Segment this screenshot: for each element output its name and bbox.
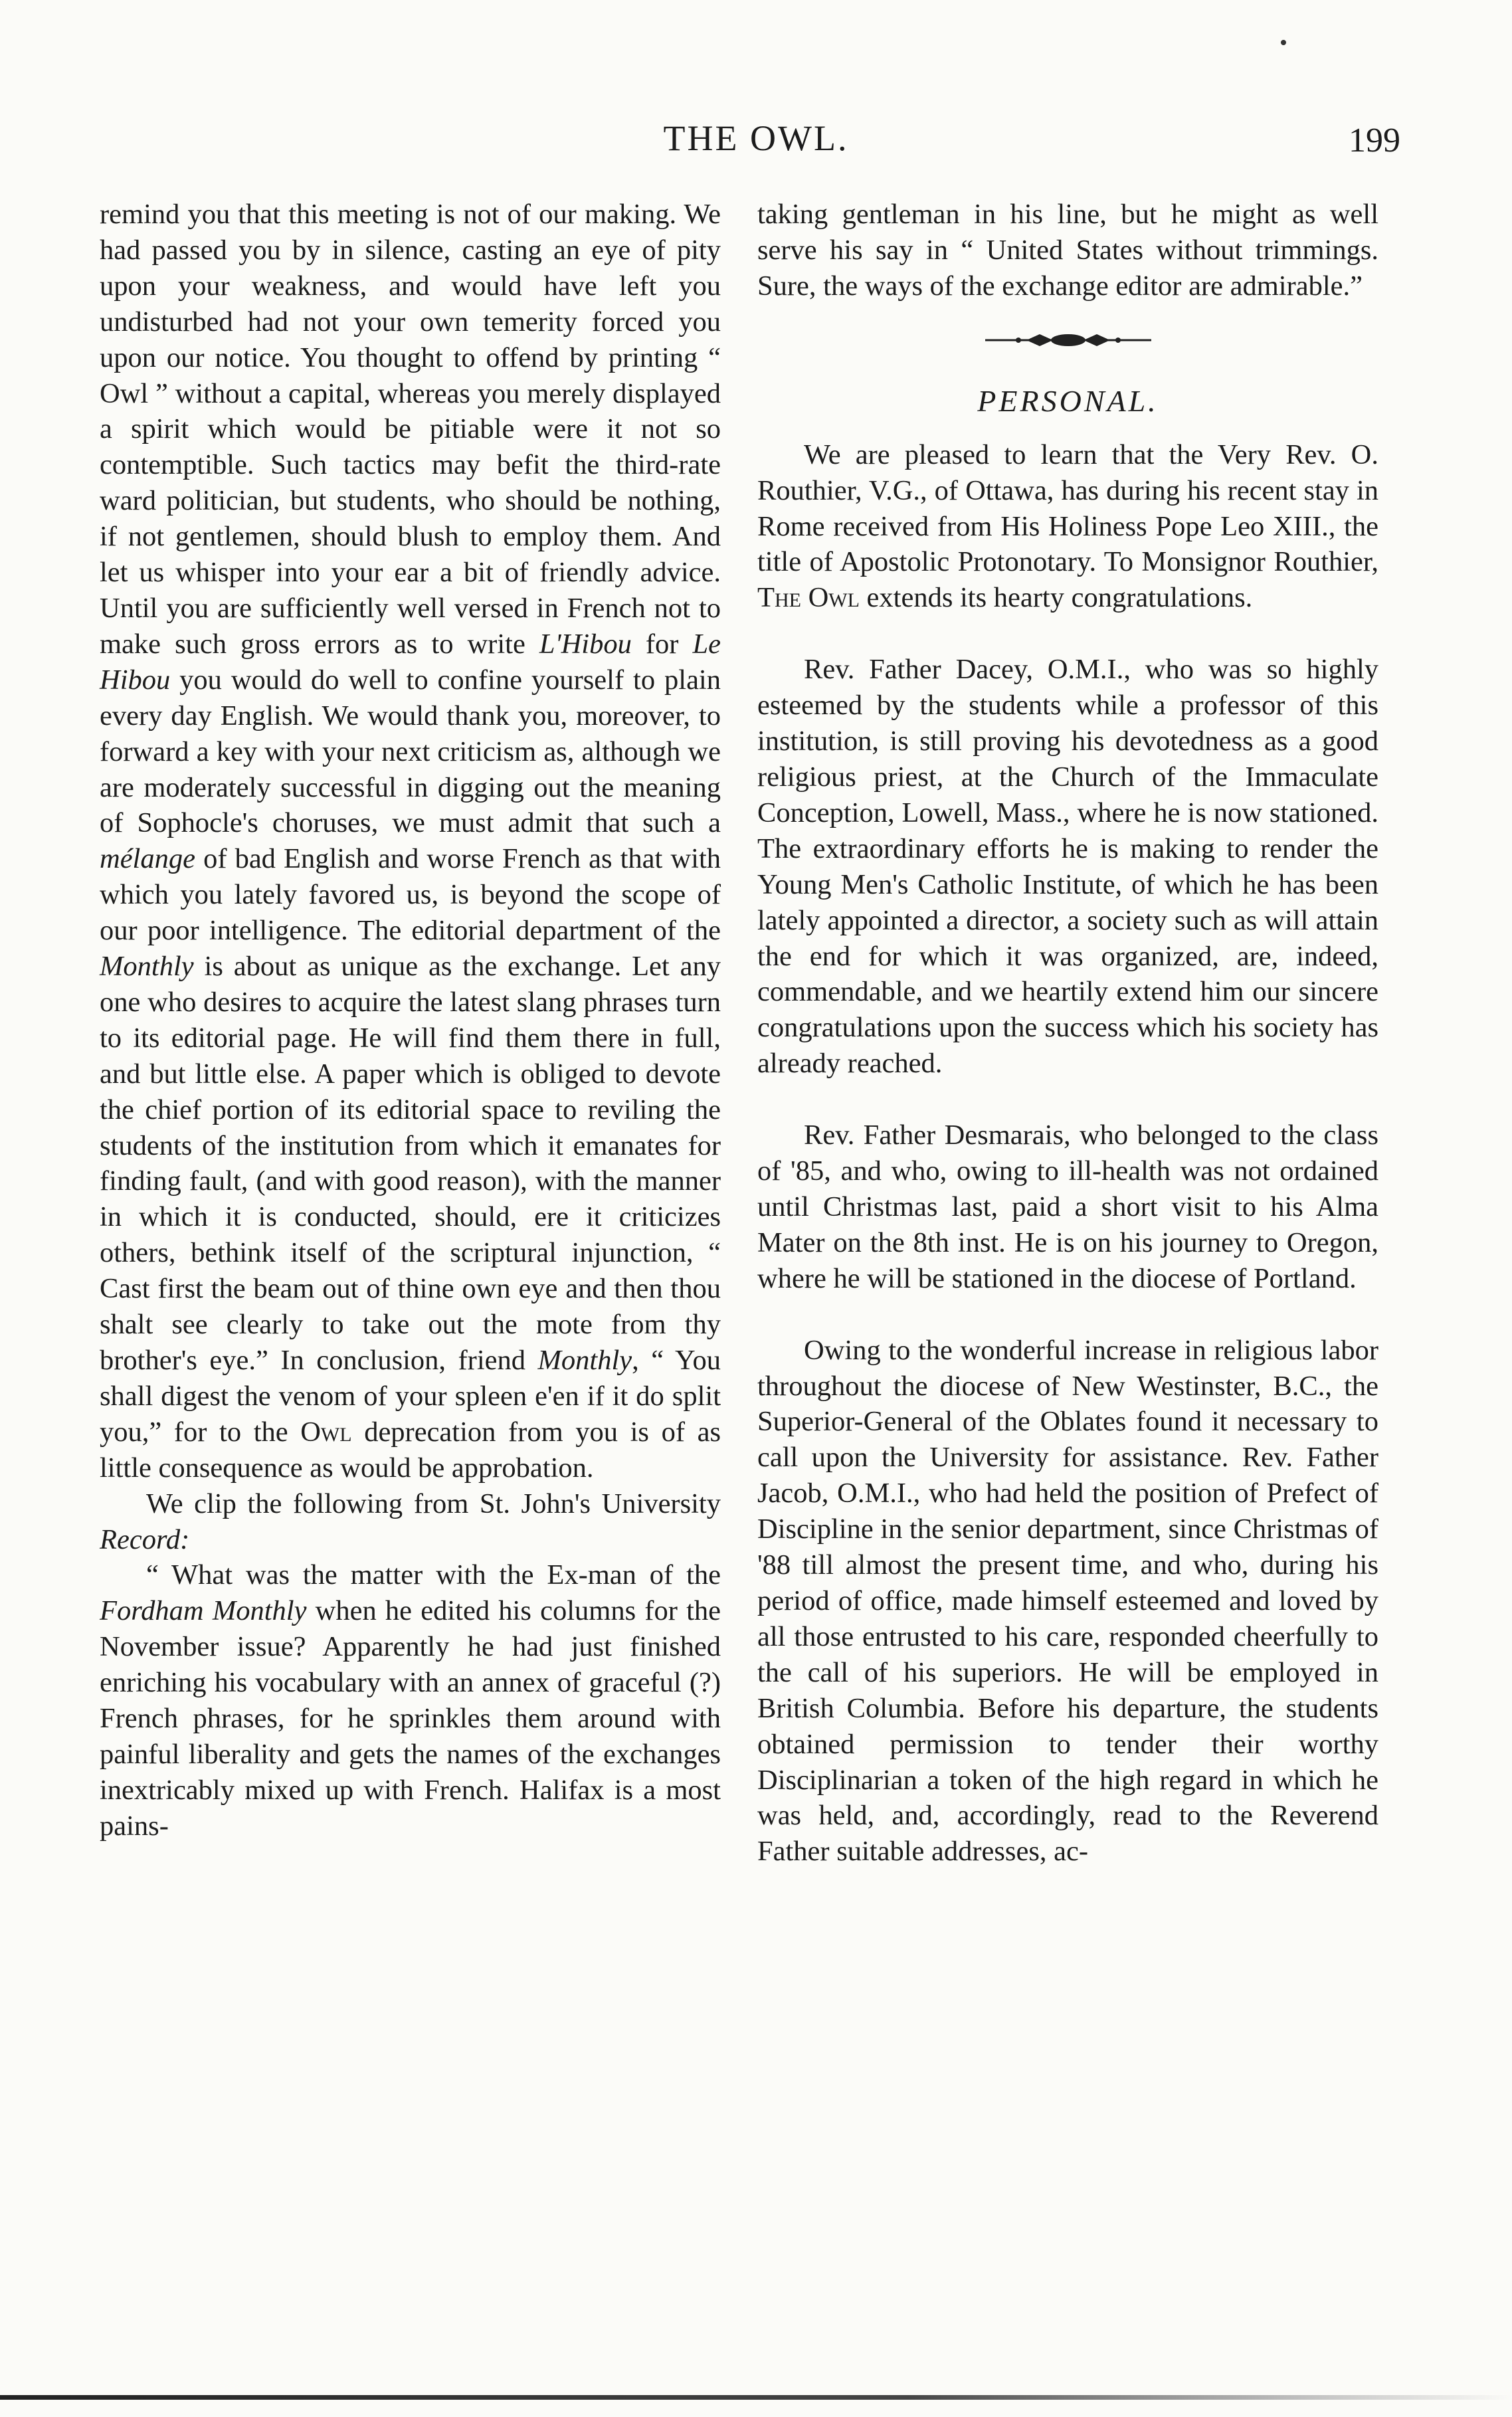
page-bottom-edge <box>0 2395 1512 2400</box>
page-number: 199 <box>1349 122 1400 159</box>
personal-paragraph-dacey: Rev. Father Dacey, O.M.I., who was so highly esteemed by the students while a professor of this institution, is still proving his devotedness as a good religious priest, at the Church of the Immaculate Conception, Lowell, Mass., where he is now stationed. The extraordinary efforts he is making to render the Young Men's Catholic Institute, of which he has been lately appointed a director, a society such as will attain the end for which it was organized, are, indeed, commendable, and we heartily extend him our sincere congratulations upon the success which his society has already reached. <box>757 654 1378 1080</box>
section-heading-personal: PERSONAL. <box>977 383 1159 418</box>
quote-continuation: taking gentleman in his line, but he might as well serve his say in “ United States without trimmings. Sure, the ways of the exchange editor are admirable.” <box>757 199 1378 302</box>
personal-paragraph-routhier: We are pleased to learn that the Very Rev. O. Routhier, V.G., of Ottawa, has during his recent stay in Rome received from His Holiness Pope Leo XIII., the title of Apostolic Protonotary. To Monsignor Routhier, The Owl extends its hearty congratulations. <box>757 438 1378 614</box>
personal-paragraph-desmarais: Rev. Father Desmarais, who belonged to the class of '85, and who, owing to ill-health was not ordained until Christmas last, paid a short visit to his Alma Mater on the 8th inst. He is on his journey to Oregon, where he will be stationed in the diocese of Portland. <box>757 1119 1378 1294</box>
personal-paragraph-jacob: Owing to the wonderful increase in religious labor throughout the diocese of New Westinster, B.C., the Superior-General of the Oblates found it necessary to call upon the University for assistance. Rev. Father Jacob, O.M.I., who had held the position of Prefect of Discipline in the senior department, since Christmas of '88 till almost the present time, and who, during his period of office, made himself esteemed and loved by all those entrusted to his care, responded cheerfully to the call of his superiors. He will be employed in British Columbia. Before his departure, the students obtained permission to tender their worthy Disciplinarian a token of the high regard in which he was held, and, accordingly, read to the Reverend Father suitable addresses, ac- <box>757 1334 1378 1868</box>
right-column <box>757 197 1378 1870</box>
exchange-paragraph: remind you that this meeting is not of our making. We had passed you by in silence, casting an eye of pity upon your weakness, and would have left you undisturbed had not your own temerity forced you upon our notice. You thought to offend by printing “ Owl ” without a capital, whereas you merely displayed a spirit which would be pitiable were it not so contemptible. Such tactics may befit the third-rate ward politician, but students, who should be nothing, if not gentlemen, should blush to employ them. And let us whisper into your ear a bit of friendly advice. Until you are sufficiently well versed in French not to make such gross errors as to write L'Hibou for Le Hibou you would do well to confine yourself to plain every day English. We would thank you, moreover, to forward a key with your next criticism as, although we are moderately successful in digging out the meaning of Sophocle's choruses, we must admit that such a mélange of bad English and worse French as that with which you lately favored us, is beyond the scope of our poor intelligence. The editorial department of the Monthly is about as unique as the exchange. Let any one who desires to acquire the latest slang phrases turn to its editorial page. He will find them there in full, and but little else. A paper which is obliged to devote the chief portion of its editorial space to reviling the students of the institution from which it emanates for finding fault, (and with good reason), with the manner in which it is conducted, should, ere it criticizes others, bethink itself of the scriptural injunction, “ Cast first the beam out of thine own eye and then thou shalt see clearly to take out the mote from thy brother's eye.” In conclusion, friend Monthly, “ You shall digest the venom of your spleen e'en if it do split you,” for to the Owl deprecation from you is of as little consequence as would be approbation. <box>100 199 721 1484</box>
section-divider-ornament <box>757 322 1378 359</box>
running-head: THE OWL. <box>663 118 849 158</box>
left-column <box>100 197 721 1844</box>
ink-speck <box>1281 40 1286 45</box>
quoted-paragraph: “ What was the matter with the Ex-man of the Fordham Monthly when he edited his columns for the November issue? Apparently he had just finished enriching his vocabulary with an annex of graceful (?) French phrases, for he sprinkles them around with painful liberality and gets the names of the exchanges inextricably mixed up with French. Halifax is a most pains- <box>100 1559 721 1842</box>
clip-intro-paragraph: We clip the following from St. John's University Record: <box>100 1488 721 1555</box>
